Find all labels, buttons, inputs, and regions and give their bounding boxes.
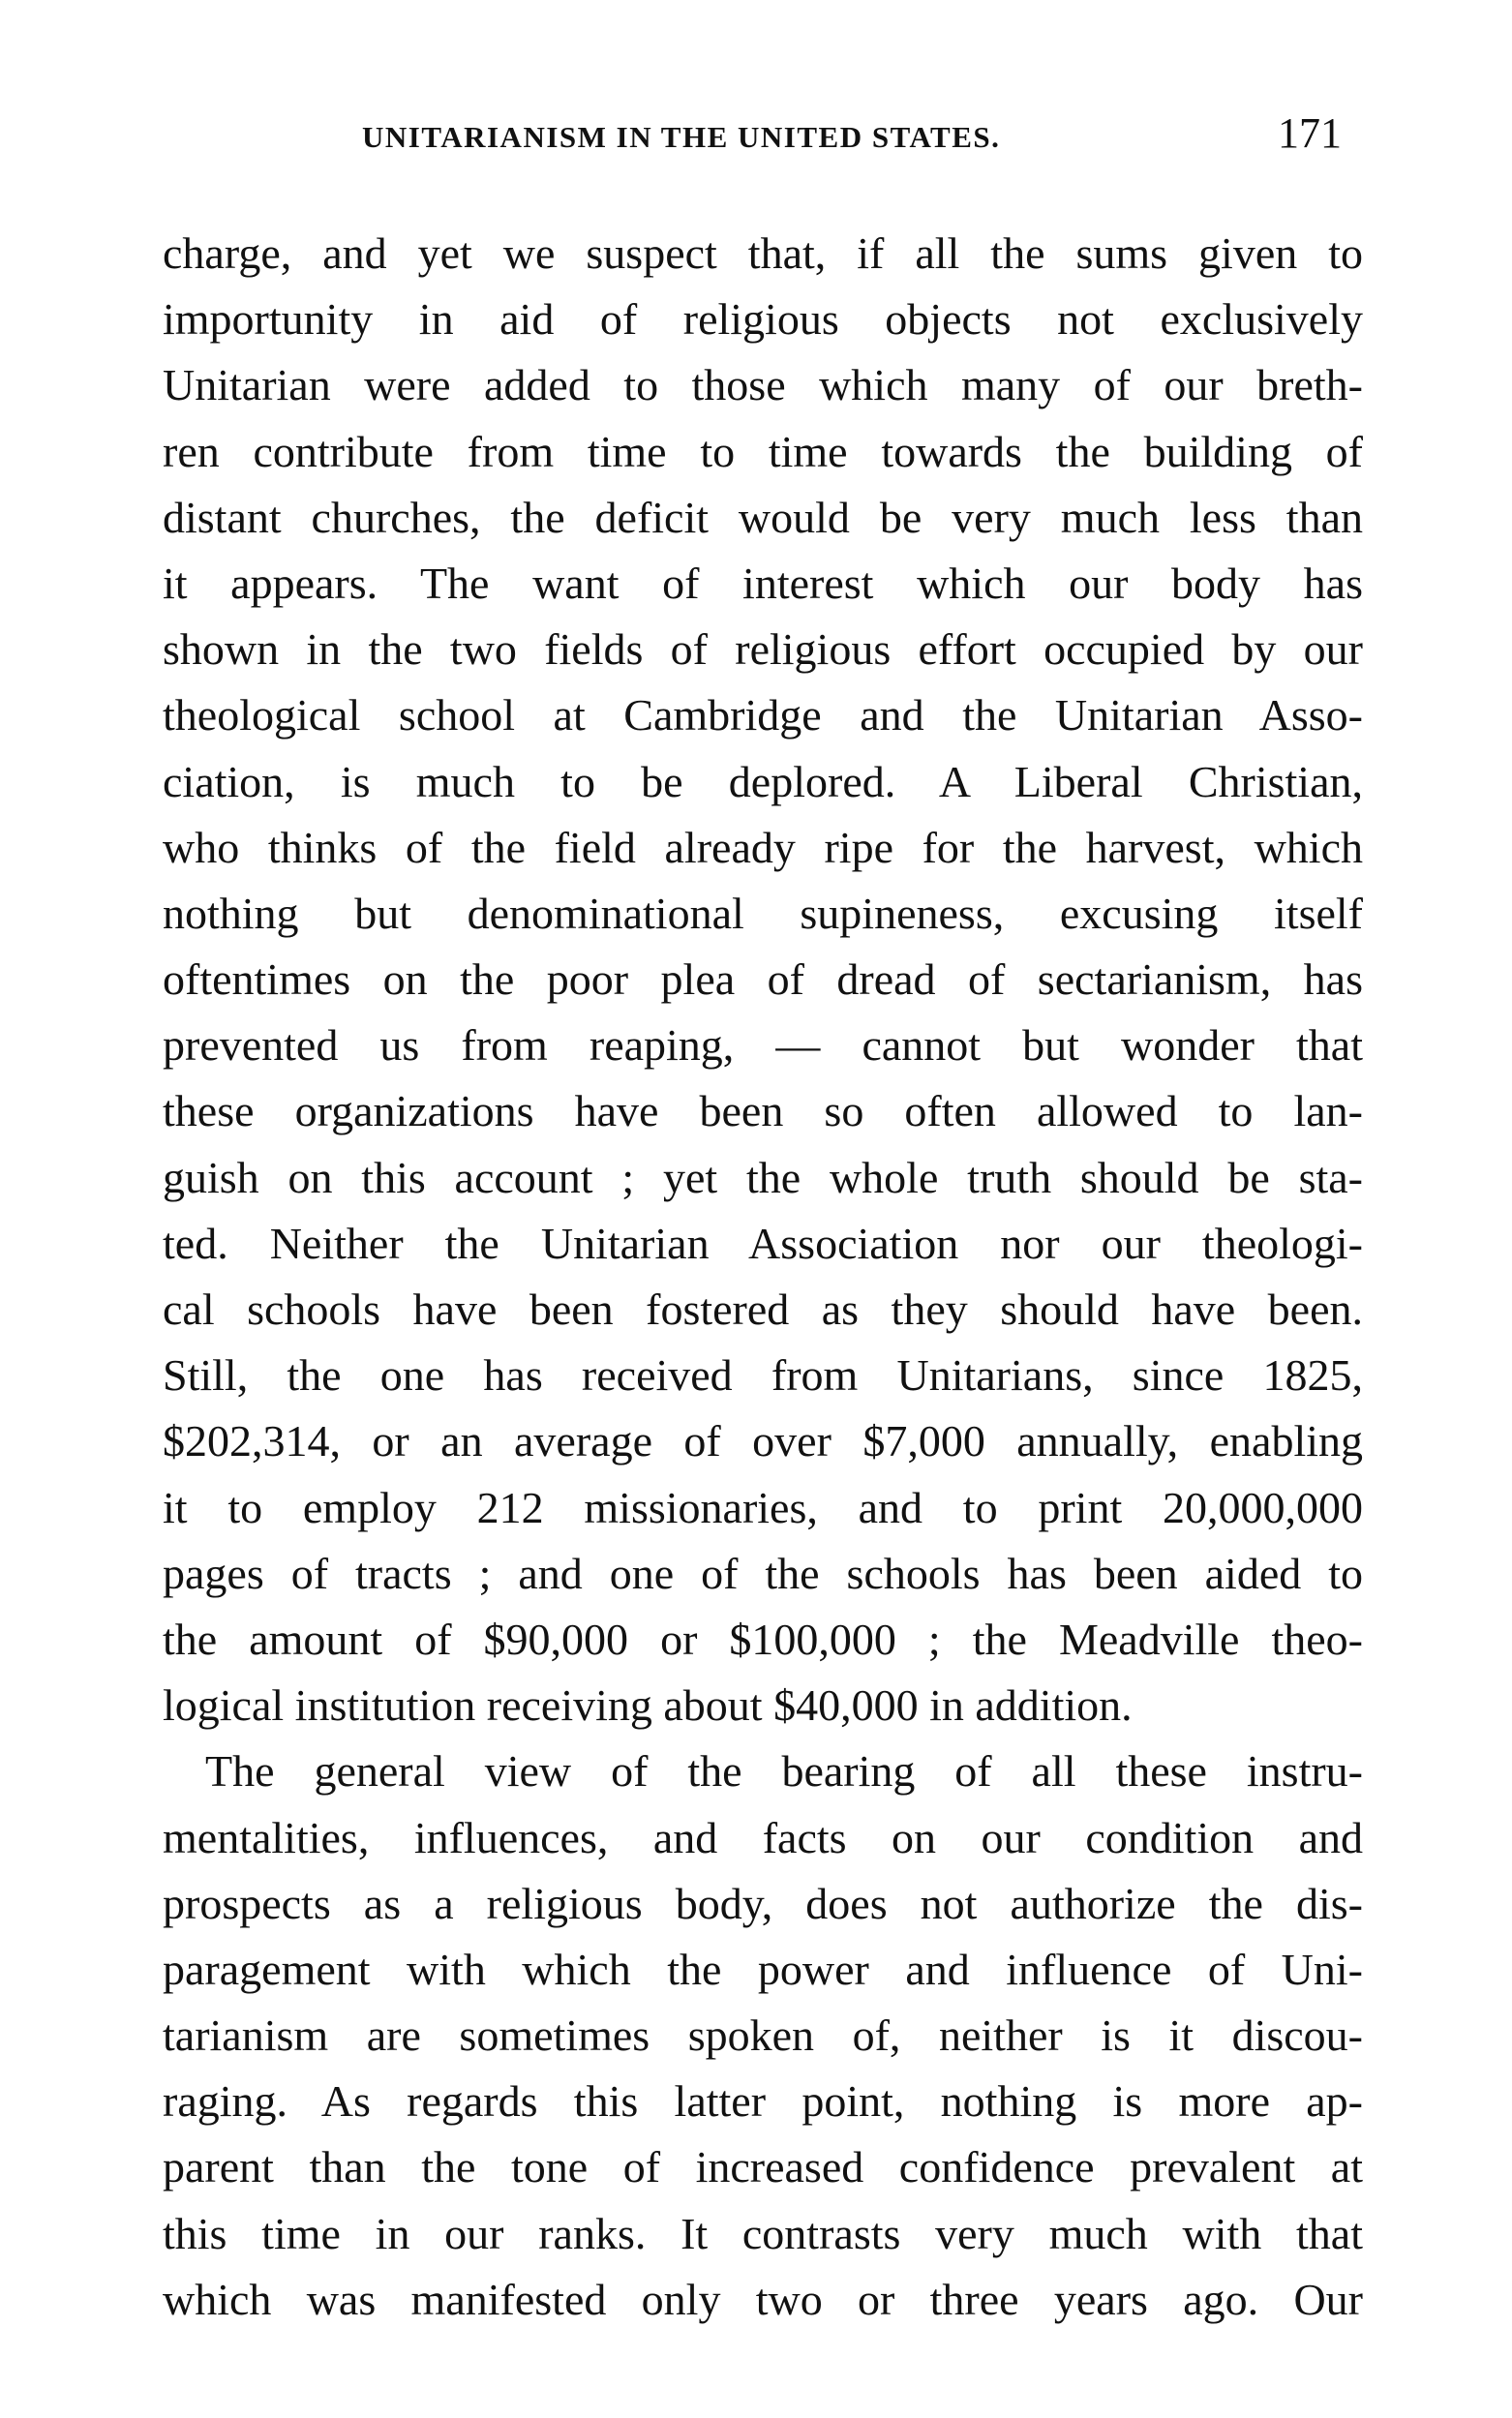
text-line: the amount of $90,000 or $100,000 ; the Meadville theo- [163,1614,1363,1664]
text-line: ren contribute from time to time towards the building of [163,426,1363,476]
text-line: distant churches, the deficit would be very much less than [163,492,1363,542]
text-line: it appears. The want of interest which our body has [163,558,1363,608]
text-line: theological school at Cambridge and the Unitarian Asso- [163,690,1363,741]
running-title: UNITARIANISM IN THE UNITED STATES. [362,120,1001,154]
text-line: mentalities, influences, and facts on our condition and [163,1812,1363,1862]
text-line: guish on this account ; yet the whole truth should be sta- [163,1152,1363,1202]
page-number: 171 [1278,109,1342,157]
text-line: importunity in aid of religious objects not exclusively [163,294,1363,345]
text-line: which was manifested only two or three years ago. Our [163,2274,1363,2324]
text-line: shown in the two fields of religious effort occupied by our [163,624,1363,675]
text-line: it to employ 212 missionaries, and to print 20,000,000 [163,1482,1363,1532]
text-line: raging. As regards this latter point, nothing is more ap- [163,2076,1363,2127]
text-line: these organizations have been so often allowed to lan- [163,1086,1363,1136]
text-line: prevented us from reaping, — cannot but wonder that [163,1020,1363,1071]
paragraph-end-line: logical institution receiving about $40,000 in addition. [163,1680,1133,1731]
body-text [163,221,1363,2333]
text-line: tarianism are sometimes spoken of, neither is it discou- [163,2010,1363,2061]
text-line: oftentimes on the poor plea of dread of sectarianism, has [163,954,1363,1005]
text-line: prospects as a religious body, does not authorize the dis- [163,1878,1363,1928]
text-line: who thinks of the field already ripe for the harvest, which [163,822,1363,872]
text-line: Unitarian were added to those which many of our breth- [163,360,1363,410]
text-line: ciation, is much to be deplored. A Liberal Christian, [163,756,1363,806]
text-line: paragement with which the power and influence of Uni- [163,1944,1363,1994]
text-line: pages of tracts ; and one of the schools has been aided to [163,1548,1363,1598]
paragraph-start-line: The general view of the bearing of all these instru- [205,1746,1363,1797]
text-line: cal schools have been fostered as they should have been. [163,1285,1363,1334]
text-line: charge, and yet we suspect that, if all the sums given to [163,228,1363,278]
text-line: Still, the one has received from Unitarians, since 1825, [163,1350,1363,1401]
running-head [161,108,1361,166]
text-line: this time in our ranks. It contrasts very much with that [163,2208,1363,2258]
text-line: ted. Neither the Unitarian Association nor our theologi- [163,1218,1363,1268]
text-line: parent than the tone of increased confidence prevalent at [163,2142,1363,2192]
text-line: $202,314, or an average of over $7,000 annually, enabling [163,1416,1363,1466]
text-line: nothing but denominational supineness, excusing itself [163,888,1363,938]
